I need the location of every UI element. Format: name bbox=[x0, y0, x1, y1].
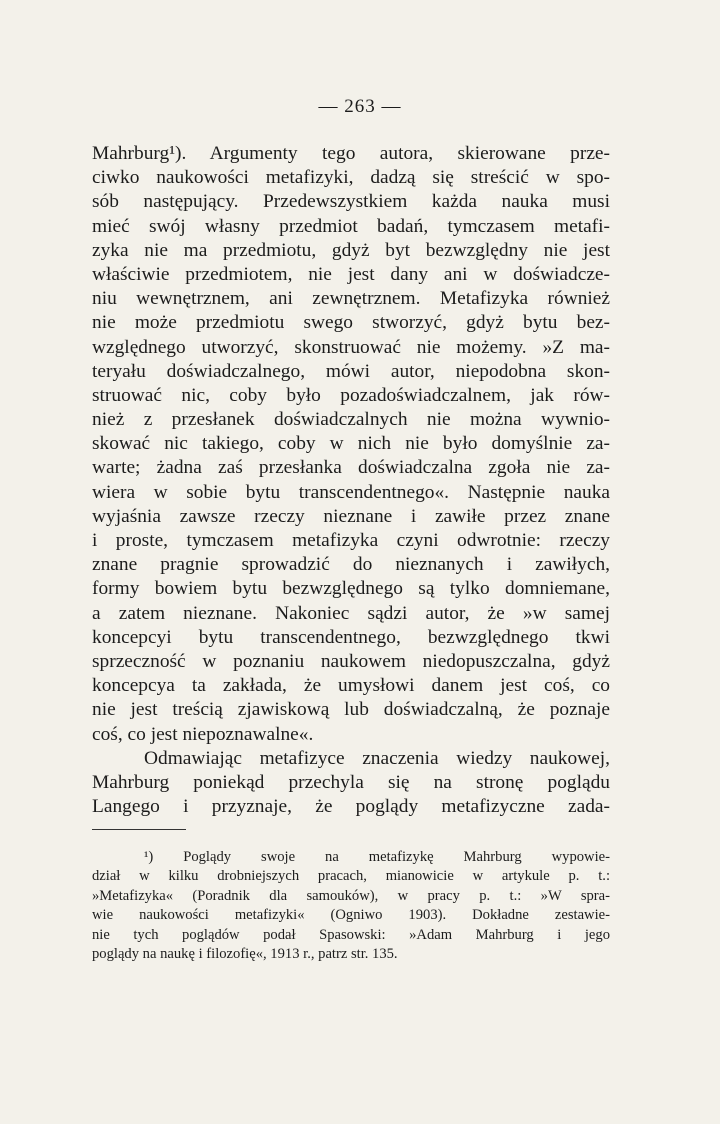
body-line: ciwko naukowości metafizyki, dadzą się streścić w spo- bbox=[92, 167, 610, 189]
body-line: i proste, tymczasem metafizyka czyni odwrotnie: rzeczy bbox=[92, 530, 610, 551]
body-line: formy bowiem bytu bezwzględnego są tylko domniemane, bbox=[92, 578, 610, 600]
page-number: — 263 — bbox=[318, 96, 402, 117]
body-line: względnego utworzyć, skonstruować nie możemy. »Z ma- bbox=[92, 336, 610, 358]
body-line: właściwie przedmiotem, nie jest dany ani w doświadcze- bbox=[92, 263, 610, 285]
body-line: Mahrburg poniekąd przechyla się na stronę poglądu bbox=[92, 771, 610, 793]
footnote-line: wie naukowości metafizyki« (Ogniwo 1903). Dokładne zestawie- bbox=[92, 907, 610, 924]
body-line: Odmawiając metafizyce znaczenia wiedzy naukowej, bbox=[144, 747, 610, 769]
body-line: znane pragnie sprowadzić do nieznanych i zawiłych, bbox=[92, 554, 610, 576]
body-line: warte; żadna zaś przesłanka doświadczalna zgoła nie za- bbox=[92, 457, 610, 479]
body-line: mieć swój własny przedmiot badań, tymczasem metafi- bbox=[92, 215, 610, 237]
body-line: a zatem nieznane. Nakoniec sądzi autor, że »w samej bbox=[92, 602, 610, 624]
footnote-line: poglądy na naukę i filozofię«, 1913 r., patrz str. 135. bbox=[92, 945, 398, 962]
body-line: koncepcyi bytu transcendentnego, bezwzględnego tkwi bbox=[92, 626, 610, 648]
body-line: nie jest treścią zjawiskową lub doświadczalną, że poznaje bbox=[92, 699, 610, 721]
footnote-line: dział w kilku drobniejszych pracach, mianowicie w artykule p. t.: bbox=[92, 868, 610, 885]
body-line: Mahrburg¹). Argumenty tego autora, skierowane prze- bbox=[92, 143, 610, 164]
body-line: wiera w sobie bytu transcendentnego«. Następnie nauka bbox=[92, 481, 610, 503]
body-line: sprzeczność w poznaniu naukowem niedopuszczalna, gdyż bbox=[92, 650, 610, 672]
body-line: niu wewnętrznem, ani zewnętrznem. Metafizyka również bbox=[92, 288, 610, 310]
body-line: koncepcya ta zakłada, że umysłowi danem jest coś, co bbox=[92, 675, 610, 697]
footnote-line: nie tych poglądów podał Spasowski: »Adam Mahrburg i jego bbox=[92, 926, 610, 943]
body-line: nie może przedmiotu swego stworzyć, gdyż bytu bez- bbox=[92, 312, 610, 334]
body-line: Langego i przyznaje, że poglądy metafizyczne zada- bbox=[92, 796, 610, 818]
body-line: teryału doświadczalnego, mówi autor, niepodobna skon- bbox=[92, 360, 610, 382]
footnote-divider bbox=[92, 829, 186, 830]
body-line: skować nic takiego, coby w nich nie było domyślnie za- bbox=[92, 433, 610, 455]
body-line: struować nic, coby było pozadoświadczalnem, jak rów- bbox=[92, 384, 610, 406]
body-line: zyka nie ma przedmiotu, gdyż byt bezwzględny nie jest bbox=[92, 239, 610, 261]
body-line: sób następujący. Przedewszystkiem każda nauka musi bbox=[92, 191, 610, 213]
body-line: coś, co jest niepoznawalne«. bbox=[92, 723, 314, 745]
footnote-line: »Metafizyka« (Poradnik dla samouków), w pracy p. t.: »W spra- bbox=[92, 887, 610, 904]
footnotes bbox=[92, 848, 610, 964]
body-text bbox=[92, 142, 610, 819]
body-line: nież z przesłanek doświadczalnych nie można wywnio- bbox=[92, 409, 610, 431]
body-line: wyjaśnia zawsze rzeczy nieznane i zawiłe przez znane bbox=[92, 505, 610, 527]
footnote-line: ¹) Poglądy swoje na metafizykę Mahrburg wypowie- bbox=[144, 849, 610, 865]
